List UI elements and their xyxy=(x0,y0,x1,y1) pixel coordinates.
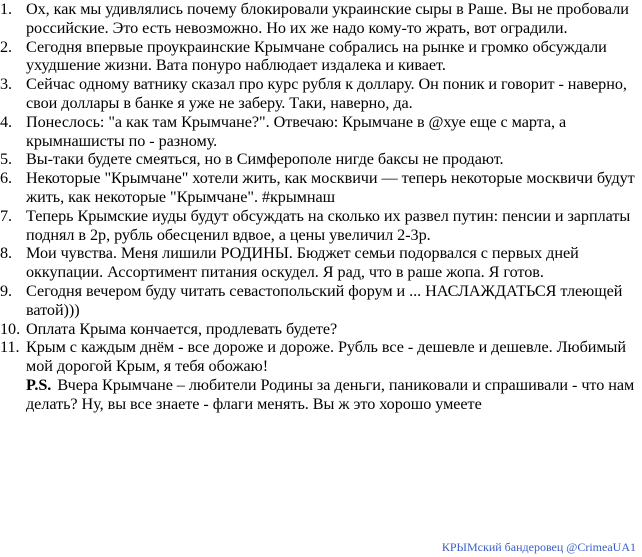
list-item xyxy=(0,38,642,76)
list-item xyxy=(0,169,642,207)
list-item-number: 11. xyxy=(0,338,20,357)
postscript-label: P.S. xyxy=(26,375,52,394)
list-item xyxy=(0,338,642,376)
list-item-number: 4. xyxy=(0,112,13,131)
list-item-number: 6. xyxy=(0,169,13,188)
list-item-text: Теперь Крымские иуды будут обсуждать на сколько их развел путин: пенсии и зарплаты поднял в 2р, рубль обесценил вдвое, а цены увеличил 2-3р. xyxy=(26,206,631,244)
list-item-text: Понеслось: "а как там Крымчане?". Отвечаю: Крымчане в @хуе еще с марта, а крымнашисты по - разному. xyxy=(26,112,567,150)
list-item xyxy=(0,207,642,245)
list-item xyxy=(0,320,642,339)
list-item xyxy=(0,150,642,169)
list-item-text: Сегодня вечером буду читать севастопольский форум и ... НАСЛАЖДАТЬСЯ тлеющей ватой))) xyxy=(26,281,623,319)
list-item-text: Крым с каждым днём - все дороже и дороже. Рубль все - дешевле и дешевле. Любимый мой дорогой Крым, я тебя обожаю! xyxy=(26,338,626,376)
list-item xyxy=(0,244,642,282)
postscript xyxy=(0,376,642,414)
watermark: КРЫМский бандеровец @CrimeaUA1 xyxy=(441,540,636,554)
list-item-number: 5. xyxy=(0,150,13,169)
list-item-number: 7. xyxy=(0,206,13,225)
list-item-text: Некоторые "Крымчане" хотели жить, как москвичи — теперь некоторые москвичи будут жить, как некоторые "Крымчане". #крымнаш xyxy=(26,169,635,206)
list-item-number: 1. xyxy=(0,0,13,18)
list-item-number: 2. xyxy=(0,37,13,56)
list-item-number: 10. xyxy=(0,319,21,338)
list-item xyxy=(0,282,642,320)
list-item-number: 3. xyxy=(0,75,13,94)
list-item-text: Оплата Крыма кончается, продлевать будете? xyxy=(26,319,338,338)
list-item-number: 8. xyxy=(0,244,13,263)
postscript-text: Вчера Крымчане – любители Родины за деньги, паниковали и спрашивали - что нам делать? Ну, вы все знаете - флаги менять. Вы ж это хорошо умеете xyxy=(26,375,635,413)
list-item-text: Сегодня впервые проукраинские Крымчане собрались на рынке и громко обсуждали ухудшение жизни. Вата понуро наблюдает издалека и кивает. xyxy=(26,37,607,75)
list-item xyxy=(0,75,642,113)
list-item-number: 9. xyxy=(0,281,13,300)
list-item xyxy=(0,0,642,38)
list-item-text: Мои чувства. Меня лишили РОДИНЫ. Бюджет семьи подорвался с первых дней оккупации. Ассортимент питания оскудел. Я рад, что в раше жопа. Я готов. xyxy=(26,244,579,282)
list-item-text: Сейчас одному ватнику сказал про курс рубля к доллару. Он поник и говорит - наверно, свои доллары в банке я уже не заберу. Таки, наверно, да. xyxy=(26,75,627,112)
list-item xyxy=(0,113,642,151)
list-item-text: Ох, как мы удивлялись почему блокировали украинские сыры в Раше. Вы не пробовали российские. Это есть невозможно. Но их же надо кому-то жрать, вот оградили. xyxy=(26,0,629,37)
list-item-text: Вы-таки будете смеяться, но в Симферополе нигде баксы не продают. xyxy=(26,150,504,169)
